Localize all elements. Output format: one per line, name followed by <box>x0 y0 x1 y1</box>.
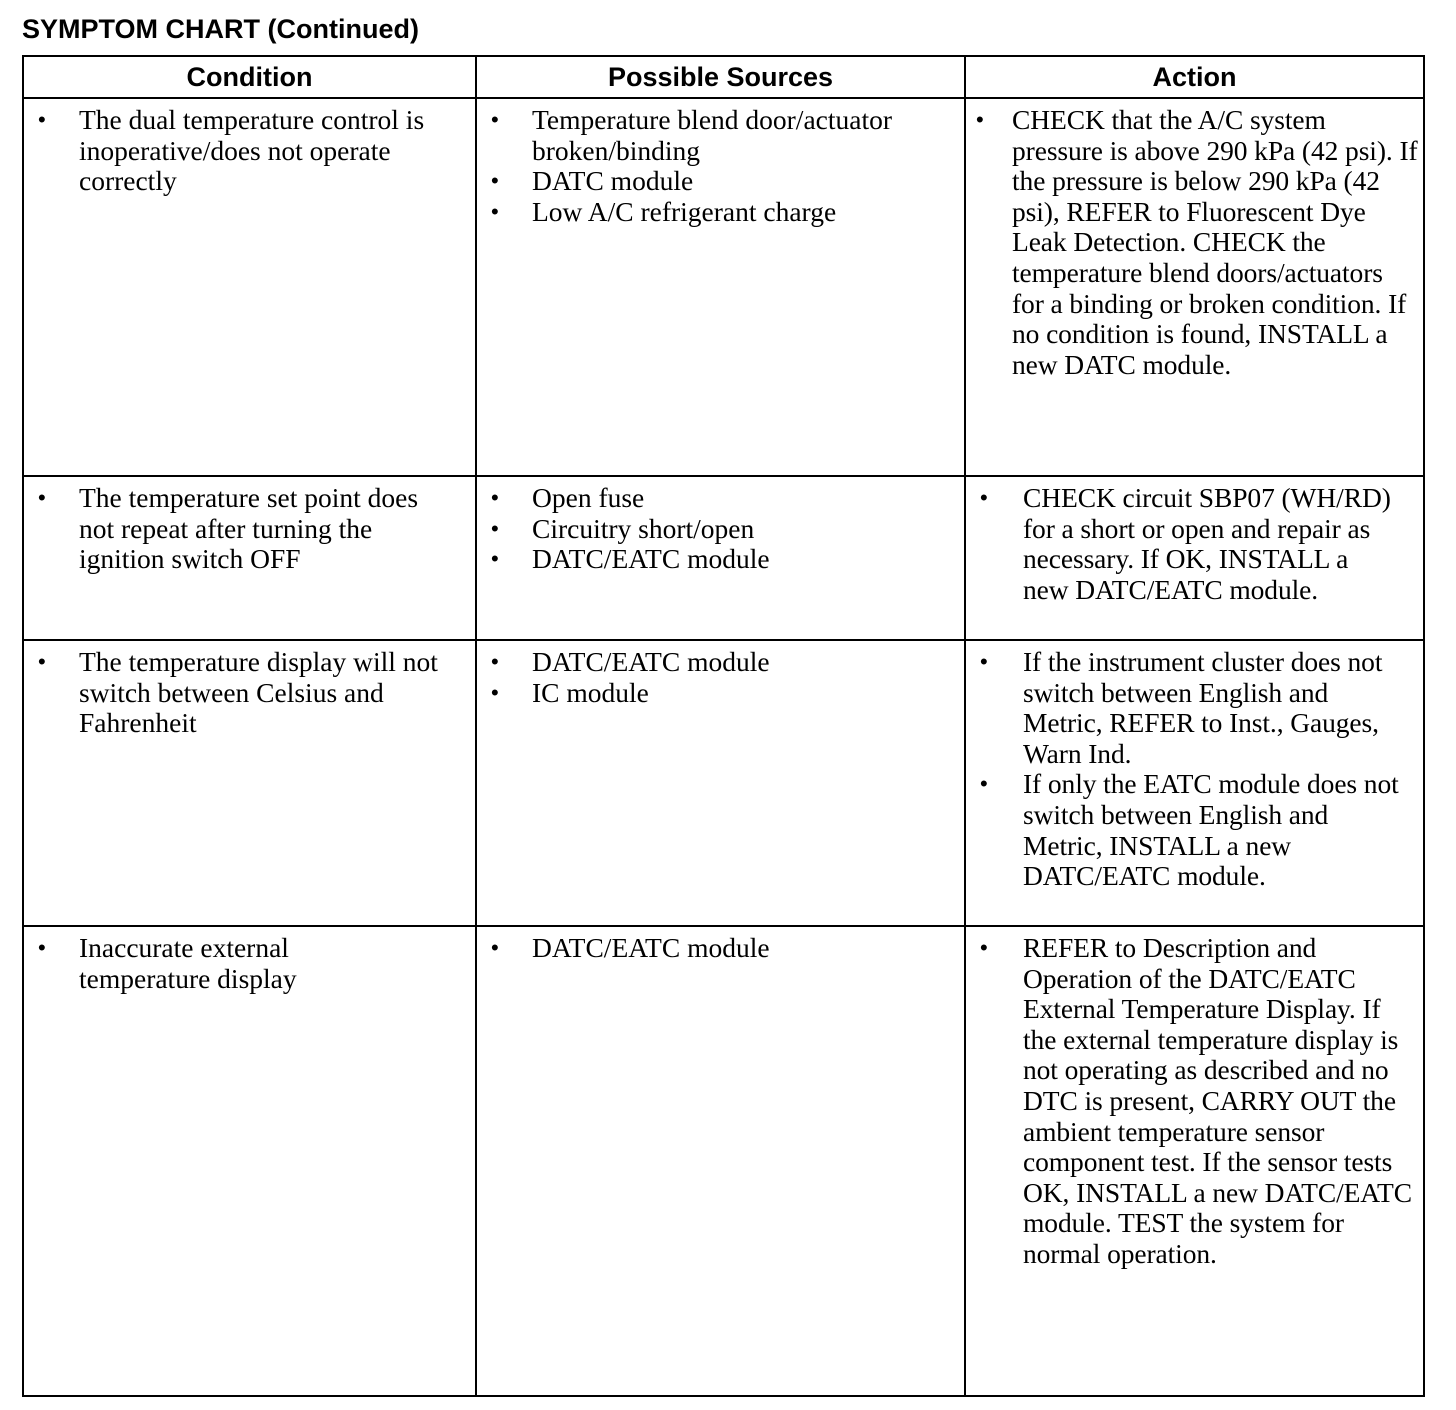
sources-cell <box>476 476 965 640</box>
action-item: • If only the EATC module does not switch between English and Metric, INSTALL a new DATC/EATC module. <box>980 769 1401 891</box>
source-item: • Circuitry short/open <box>491 514 956 545</box>
symptom-chart-table <box>22 55 1425 1397</box>
header-action: Action <box>965 56 1424 98</box>
condition-item: • Inaccurate external temperature display <box>38 933 365 994</box>
sources-cell <box>476 640 965 926</box>
sources-cell <box>476 98 965 476</box>
sources-cell <box>476 926 965 1396</box>
condition-cell <box>23 926 476 1396</box>
action-cell <box>965 98 1424 476</box>
table-row <box>23 926 1424 1396</box>
chart-title: SYMPTOM CHART (Continued) <box>22 14 419 44</box>
action-item: • REFER to Description and Operation of the DATC/EATC External Temperature Display. If the external temperature display is not operating as described and no DTC is present, CARRY OUT the ambient temperature sensor component test. If the sensor tests OK, INSTALL a new DATC/EATC module. TEST the system for normal operation. <box>980 933 1419 1270</box>
source-item: • Temperature blend door/actuator broken/binding <box>491 105 904 166</box>
source-item: • DATC module <box>491 166 904 197</box>
source-item: • Open fuse <box>491 483 956 514</box>
condition-cell <box>23 476 476 640</box>
source-item: • DATC/EATC module <box>491 647 956 678</box>
action-cell <box>965 926 1424 1396</box>
source-item: • Low A/C refrigerant charge <box>491 197 904 228</box>
table-row <box>23 640 1424 926</box>
action-cell <box>965 640 1424 926</box>
table-header-row <box>23 56 1424 98</box>
condition-item: • The temperature display will not switch between Celsius and Fahrenheit <box>38 647 455 739</box>
source-item: • IC module <box>491 678 956 709</box>
source-item: • DATC/EATC module <box>491 933 956 964</box>
table-row <box>23 98 1424 476</box>
header-condition: Condition <box>23 56 476 98</box>
header-possible-sources: Possible Sources <box>476 56 965 98</box>
condition-cell <box>23 98 476 476</box>
action-item: • If the instrument cluster does not switch between English and Metric, REFER to Inst., Gauges, Warn Ind. <box>980 647 1401 769</box>
source-item: • DATC/EATC module <box>491 544 956 575</box>
table-row <box>23 476 1424 640</box>
action-cell <box>965 476 1424 640</box>
action-item: • CHECK that the A/C system pressure is above 290 kPa (42 psi). If the pressure is below 290 kPa (42 psi), REFER to Fluorescent Dye Leak Detection. CHECK the temperature blend doors/actuators for a binding or broken condition. If no condition is found, INSTALL a new DATC module. <box>976 105 1421 380</box>
condition-item: • The dual temperature control is inoperative/does not operate correctly <box>38 105 455 197</box>
action-item: • CHECK circuit SBP07 (WH/RD) for a short or open and repair as necessary. If OK, INSTALL a new DATC/EATC module. <box>980 483 1393 605</box>
condition-cell <box>23 640 476 926</box>
condition-item: • The temperature set point does not repeat after turning the ignition switch OFF <box>38 483 445 575</box>
